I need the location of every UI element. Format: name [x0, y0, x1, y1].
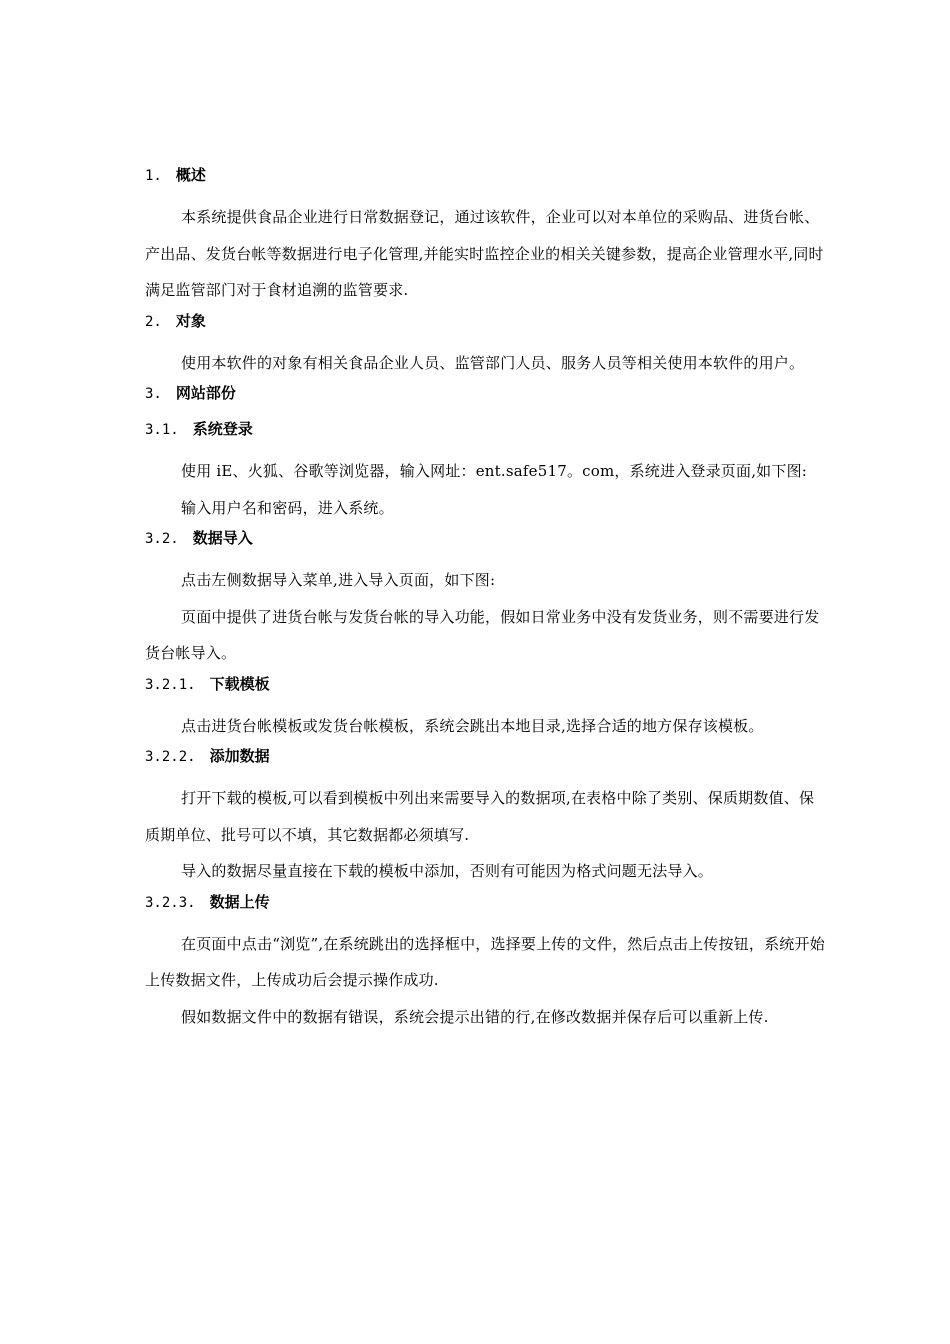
paragraph-upload-errors: 假如数据文件中的数据有错误，系统会提示出错的行,在修改数据并保存后可以重新上传. — [181, 1007, 769, 1026]
section-title: 对象 — [175, 311, 206, 330]
section-heading-3-2-3 — [145, 890, 825, 914]
paragraph-download-template: 点击进货台帐模板或发货台帐模板，系统会跳出本地目录,选择合适的地方保存该模板。 — [181, 716, 764, 735]
paragraph-import-function: 页面中提供了进货台帐与发货台帐的导入功能，假如日常业务中没有发货业务，则不需要进行发货台帐导入。 — [145, 607, 820, 662]
section-number: 1. — [145, 168, 162, 184]
section-heading-1 — [145, 163, 825, 187]
paragraph-audience: 使用本软件的对象有相关食品企业人员、监管部门人员、服务人员等相关使用本软件的用户。 — [181, 353, 805, 372]
section-heading-3-2-1 — [145, 672, 825, 696]
paragraph-import-menu: 点击左侧数据导入菜单,进入导入页面，如下图: — [181, 571, 496, 589]
section-number: 3.2.1. — [145, 676, 196, 693]
paragraph-login-url: 使用 iE、火狐、谷歌等浏览器，输入网址：ent.safe517。com，系统进入登录页面,如下图: — [181, 462, 808, 480]
section-title: 数据导入 — [192, 529, 253, 547]
section-number: 3.2.3. — [145, 894, 196, 911]
section-title: 网站部份 — [175, 384, 236, 402]
document-body — [145, 163, 825, 1035]
section-number: 3.2.2. — [145, 749, 196, 765]
paragraph-upload-steps: 在页面中点击“浏览”,在系统跳出的选择框中，选择要上传的文件，然后点击上传按钮，系统开始上传数据文件，上传成功后会提示操作成功. — [145, 934, 825, 989]
section-heading-3 — [145, 381, 825, 405]
paragraph-overview: 本系统提供食品企业进行日常数据登记，通过该软件，企业可以对本单位的采购品、进货台帐、产出品、发货台帐等数据进行电子化管理,并能实时监控企业的相关关键参数，提高企业管理水平,同时满足监管部门对于食材追溯的监管要求. — [145, 208, 824, 299]
section-number: 3.2. — [145, 531, 179, 547]
section-title: 数据上传 — [209, 892, 270, 911]
section-heading-3-2-2 — [145, 744, 825, 768]
section-heading-3-2 — [145, 526, 825, 550]
paragraph-fill-template: 打开下载的模板,可以看到模板中列出来需要导入的数据项,在表格中除了类别、保质期数值、保质期单位、批号可以不填，其它数据都必须填写. — [145, 789, 815, 844]
paragraph-import-note: 导入的数据尽量直接在下载的模板中添加，否则有可能因为格式问题无法导入。 — [181, 862, 714, 880]
section-title: 概述 — [175, 166, 206, 184]
paragraph-login-credentials: 输入用户名和密码，进入系统。 — [181, 498, 394, 517]
section-title: 系统登录 — [192, 420, 253, 438]
section-number: 3. — [145, 386, 162, 402]
section-number: 3.1. — [145, 422, 179, 438]
section-title: 添加数据 — [209, 747, 270, 765]
section-heading-3-1 — [145, 417, 825, 441]
section-heading-2 — [145, 309, 825, 333]
section-title: 下载模板 — [209, 674, 270, 693]
section-number: 2. — [145, 313, 162, 330]
